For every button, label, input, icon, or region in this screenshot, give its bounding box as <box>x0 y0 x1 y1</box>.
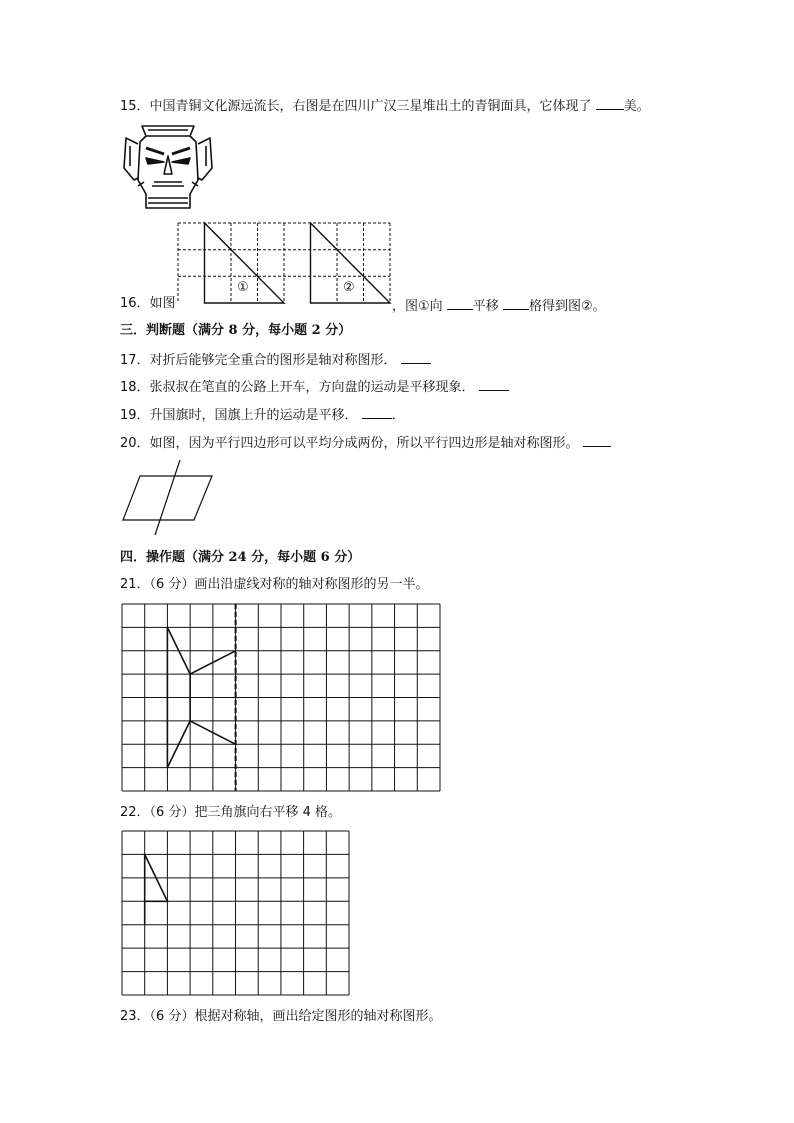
question-number: 18． <box>120 380 150 395</box>
question-text: （6 分）画出沿虚线对称的轴对称图形的另一半。 <box>149 577 429 592</box>
answer-blank[interactable] <box>596 95 624 110</box>
question-number: 23． <box>120 1009 150 1024</box>
steps-blank[interactable] <box>503 295 529 310</box>
question-text: 如图，因为平行四边形可以平均分成两份，所以平行四边形是轴对称图形。 <box>149 436 579 451</box>
question-16 <box>120 295 176 313</box>
question-23 <box>120 1008 441 1026</box>
question-text: 张叔叔在笔直的公路上开车，方向盘的运动是平移现象． <box>149 380 475 395</box>
triangle-flag <box>145 854 168 924</box>
question-number: 20． <box>120 436 150 451</box>
question-text: 中国青铜文化源远流长，右图是在四川广汉三星堆出土的青铜面具，它体现了 <box>149 99 592 114</box>
question-suffix: 美。 <box>623 99 650 114</box>
question-22 <box>120 804 341 822</box>
question-15 <box>120 95 650 116</box>
question-17 <box>120 349 431 370</box>
figure-label-1: ① <box>237 280 249 295</box>
parallelogram-figure <box>120 458 215 536</box>
figure-label-2: ② <box>343 280 355 295</box>
question-21 <box>120 576 428 594</box>
question-number: 16． <box>120 296 150 311</box>
answer-blank[interactable] <box>362 404 392 419</box>
question-suffix: ． <box>391 408 405 423</box>
question-text: （6 分）根据对称轴，画出给定图形的轴对称图形。 <box>149 1009 442 1024</box>
section-3-title: 三．判断题（满分 8 分，每小题 2 分） <box>120 323 352 338</box>
question-text: 对折后能够完全重合的图形是轴对称图形． <box>149 353 397 368</box>
bronze-mask-image <box>120 122 216 214</box>
translation-grid[interactable] <box>122 831 349 995</box>
question-number: 21． <box>120 577 150 592</box>
question-number: 17． <box>120 353 150 368</box>
symmetry-grid[interactable] <box>122 604 440 791</box>
question-text: 如图 <box>149 296 176 311</box>
question-text: 升国旗时，国旗上升的运动是平移． <box>149 408 358 423</box>
question-19 <box>120 404 405 425</box>
question-number: 22． <box>120 805 150 820</box>
question-16-tail <box>392 295 606 316</box>
dividing-line <box>155 460 180 535</box>
question-text: 格得到图②。 <box>528 299 606 314</box>
question-number: 19． <box>120 408 150 423</box>
question-text: （6 分）把三角旗向右平移 4 格。 <box>149 805 341 820</box>
translation-figure <box>178 223 390 303</box>
answer-blank[interactable] <box>479 376 509 391</box>
question-text: 平移 <box>472 299 499 314</box>
question-18 <box>120 376 509 397</box>
question-number: 15． <box>120 99 150 114</box>
answer-blank[interactable] <box>401 349 431 364</box>
question-text: ，图①向 <box>392 299 443 314</box>
section-4-title: 四．操作题（满分 24 分，每小题 6 分） <box>120 550 361 565</box>
question-20 <box>120 432 611 453</box>
answer-blank[interactable] <box>583 432 611 447</box>
direction-blank[interactable] <box>447 295 473 310</box>
